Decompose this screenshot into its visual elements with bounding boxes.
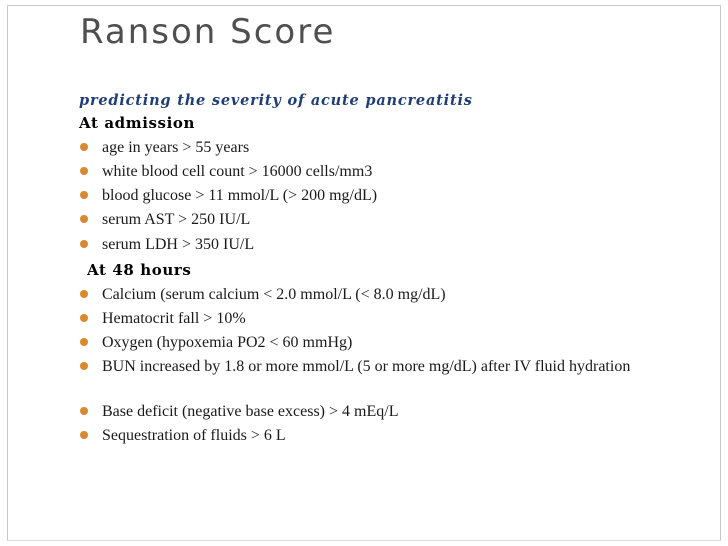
- list-item-text: Base deficit (negative base excess) > 4 mEq/L: [102, 403, 399, 420]
- list-item: [80, 285, 680, 304]
- section-heading-48-hours: At 48 hours: [87, 261, 192, 279]
- bullet-dot-icon: [80, 143, 88, 151]
- list-item-text: age in years > 55 years: [102, 139, 250, 156]
- section-heading-admission: At admission: [79, 114, 196, 132]
- bullet-dot-icon: [80, 338, 88, 346]
- slide-frame-top: [7, 5, 721, 6]
- list-item: [80, 426, 680, 445]
- bullet-dot-icon: [80, 191, 88, 199]
- list-item-text: Sequestration of fluids > 6 L: [102, 427, 286, 444]
- list-item-text: Calcium (serum calcium < 2.0 mmol/L (< 8.0 mg/dL): [102, 286, 446, 303]
- list-item: [80, 138, 680, 157]
- list-item-text: serum AST > 250 IU/L: [102, 211, 251, 228]
- bullet-dot-icon: [80, 407, 88, 415]
- list-item-text: blood glucose > 11 mmol/L (> 200 mg/dL): [102, 187, 378, 204]
- bullet-dot-icon: [80, 362, 88, 370]
- list-item: [80, 333, 680, 352]
- bullet-dot-icon: [80, 167, 88, 175]
- bullet-dot-icon: [80, 290, 88, 298]
- slide-title: Ranson Score: [80, 12, 336, 52]
- bullet-dot-icon: [80, 215, 88, 223]
- slide-frame-bottom: [7, 540, 721, 541]
- list-item: [80, 186, 680, 205]
- list-item: [80, 402, 680, 421]
- list-item-text: Hematocrit fall > 10%: [102, 310, 246, 327]
- list-item: [80, 210, 680, 229]
- list-item: [80, 162, 680, 181]
- list-item-text: BUN increased by 1.8 or more mmol/L (5 or more mg/dL) after IV fluid hydration: [102, 358, 631, 375]
- slide-subtitle: predicting the severity of acute pancreatitis: [79, 92, 473, 109]
- bullet-dot-icon: [80, 240, 88, 248]
- bullet-dot-icon: [80, 314, 88, 322]
- list-item-text: serum LDH > 350 IU/L: [102, 236, 255, 253]
- bullet-dot-icon: [80, 431, 88, 439]
- list-item: [80, 309, 680, 328]
- list-item-text: white blood cell count > 16000 cells/mm3: [102, 163, 373, 180]
- list-item: [80, 357, 680, 376]
- list-item-text: Oxygen (hypoxemia PO2 < 60 mmHg): [102, 334, 353, 351]
- list-item: [80, 235, 680, 254]
- slide-frame-right: [720, 5, 721, 541]
- slide-frame-left: [7, 5, 8, 541]
